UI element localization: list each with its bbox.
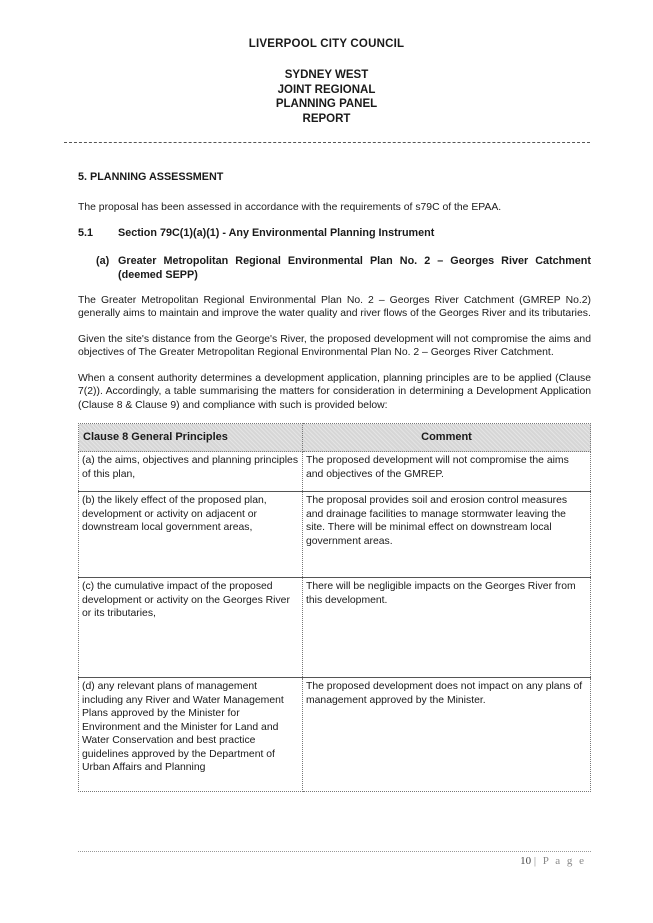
paragraph: Given the site's distance from the George's River, the proposed development will not compromise the aims and objectives of The Greater Metropolitan Regional Environmental Plan No. 2 – Georges River Catchment. xyxy=(78,333,591,358)
subsection-heading xyxy=(78,227,591,241)
subsection-number: 5.1 xyxy=(78,227,94,239)
column-header-principles: Clause 8 General Principles xyxy=(79,424,303,452)
item-label: (a) xyxy=(96,254,110,267)
comment-cell: There will be negligible impacts on the Georges River from this development. xyxy=(303,578,591,678)
principle-cell: (a) the aims, objectives and planning principles of this plan, xyxy=(79,452,303,492)
paragraph: The Greater Metropolitan Regional Environmental Plan No. 2 – Georges River Catchment (GMREP No.2) generally aims to maintain and improve the water quality and river flows of the Georges River and its tributaries. xyxy=(78,294,591,319)
comment-cell: The proposal provides soil and erosion control measures and drainage facilities to manage stormwater leaving the site. There will be minimal effect on downstream local government areas. xyxy=(303,492,591,578)
table-row xyxy=(79,492,591,578)
comment-cell: The proposed development does not impact on any plans of management approved by the Minister. xyxy=(303,678,591,792)
header-divider xyxy=(64,142,590,143)
report-body xyxy=(78,171,591,792)
table-row xyxy=(79,452,591,492)
item-title: Greater Metropolitan Regional Environmental Plan No. 2 – Georges River Catchment (deemed SEPP) xyxy=(118,254,591,281)
panel-line: JOINT REGIONAL xyxy=(277,83,376,96)
subsection-title: Section 79C(1)(a)(1) - Any Environmental Planning Instrument xyxy=(118,227,435,239)
principle-cell: (d) any relevant plans of management including any River and Water Management Plans approved by the Minister for Environment and the Minister for Land and Water Conservation and best practice guidelines approved by the Department of Urban Affairs and Planning xyxy=(79,678,303,792)
council-name: LIVERPOOL CITY COUNCIL xyxy=(248,38,405,50)
table-header-row xyxy=(79,424,591,452)
item-heading xyxy=(96,254,591,282)
comment-cell: The proposed development will not compromise the aims and objectives of the GMREP. xyxy=(303,452,591,492)
page-label: | P a g e xyxy=(533,855,586,867)
column-header-comment: Comment xyxy=(303,424,591,452)
panel-line: PLANNING PANEL xyxy=(275,98,378,110)
section-intro: The proposal has been assessed in accordance with the requirements of s79C of the EPAA. xyxy=(78,201,502,213)
panel-title xyxy=(0,68,653,126)
table-row xyxy=(79,678,591,792)
principle-cell: (b) the likely effect of the proposed plan, development or activity on adjacent or downstream local government areas, xyxy=(79,492,303,578)
page-footer xyxy=(0,855,586,867)
principles-table xyxy=(78,423,591,792)
page-number: 10 xyxy=(520,855,532,867)
panel-line: SYDNEY WEST xyxy=(284,69,369,81)
panel-line: REPORT xyxy=(302,112,351,125)
principle-cell: (c) the cumulative impact of the proposed development or activity on the Georges River or its tributaries, xyxy=(79,578,303,678)
paragraph: When a consent authority determines a development application, planning principles are to be applied (Clause 7(2)). Accordingly, a table summarising the matters for consideration in determining a Development Application (Clause 8 & Clause 9) and compliance with such is provided below: xyxy=(78,372,591,411)
section-heading: 5. PLANNING ASSESSMENT xyxy=(78,171,224,183)
report-header xyxy=(0,38,653,126)
table-row xyxy=(79,578,591,678)
footer-divider xyxy=(78,851,591,852)
